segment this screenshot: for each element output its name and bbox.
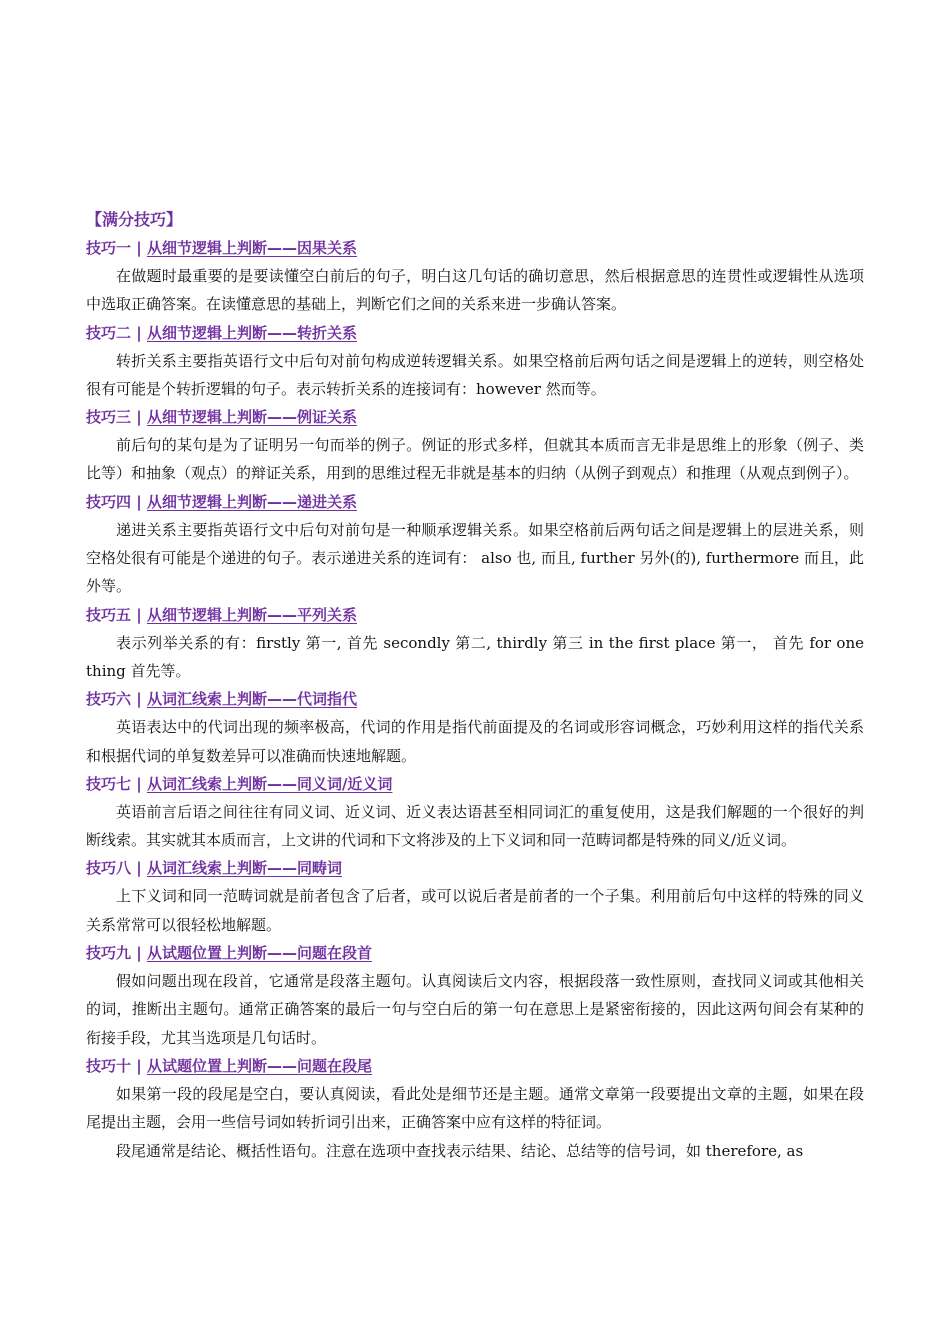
tip-paragraph: 英语前言后语之间往往有同义词、近义词、近义表达语甚至相同词汇的重复使用，这是我们解题的一个很好的判断线索。其实就其本质而言，上文讲的代词和下文将涉及的上下义词和同一范畴词都是特殊的同义/近义词。 <box>86 802 864 850</box>
tip-separator: | <box>131 605 147 624</box>
tip-section <box>86 319 864 404</box>
tip-label: 技巧九 <box>86 944 132 963</box>
tip-title <box>86 234 864 262</box>
tip-title <box>86 685 864 713</box>
tip-paragraph: 转折关系主要指英语行文中后句对前句构成逆转逻辑关系。如果空格前后两句话之间是逻辑上的逆转，则空格处很有可能是个转折逻辑的句子。表示转折关系的连接词有：however 然而等。 <box>86 351 864 398</box>
tip-topic: 从细节逻辑上判断——转折关系 <box>146 323 357 342</box>
tip-title <box>86 601 864 629</box>
tip-section <box>86 601 864 686</box>
tip-label: 技巧四 <box>86 492 132 511</box>
tip-section <box>86 234 864 319</box>
tip-separator: | <box>131 239 147 257</box>
tip-paragraph: 表示列举关系的有：firstly 第一, 首先 secondly 第二, thirdly 第三 in the first place 第一， 首先 for one thing 首先等。 <box>86 633 864 680</box>
tips-list <box>86 234 864 1165</box>
tip-title <box>86 403 864 431</box>
tip-title <box>86 939 864 967</box>
tip-label: 技巧八 <box>86 859 132 878</box>
tip-title <box>86 854 864 882</box>
tip-separator: | <box>131 774 147 793</box>
document-body <box>86 206 864 1165</box>
tip-label: 技巧三 <box>86 408 132 427</box>
tip-topic: 从词汇线索上判断——同畴词 <box>146 859 342 878</box>
tip-label: 技巧二 <box>86 323 132 342</box>
tip-topic: 从试题位置上判断——问题在段尾 <box>146 1056 372 1075</box>
tip-paragraph: 如果第一段的段尾是空白，要认真阅读，看此处是细节还是主题。通常文章第一段要提出文章的主题，如果在段尾提出主题，会用一些信号词如转折词引出来，正确答案中应有这样的特征词。 <box>86 1084 864 1132</box>
tip-paragraph: 在做题时最重要的是要读懂空白前后的句子，明白这几句话的确切意思，然后根据意思的连贯性或逻辑性从选项中选取正确答案。在读懂意思的基础上，判断它们之间的关系来进一步确认答案。 <box>86 267 864 314</box>
tip-label: 技巧五 <box>86 605 132 624</box>
tip-paragraph: 英语表达中的代词出现的频率极高，代词的作用是指代前面提及的名词或形容词概念，巧妙利用这样的指代关系和根据代词的单复数差异可以准确而快速地解题。 <box>86 718 864 765</box>
tip-paragraph: 上下义词和同一范畴词就是前者包含了后者，或可以说后者是前者的一个子集。利用前后句中这样的特殊的同义关系常常可以很轻松地解题。 <box>86 887 864 934</box>
tip-topic: 从细节逻辑上判断——平列关系 <box>146 605 357 624</box>
tip-topic: 从试题位置上判断——问题在段首 <box>146 944 372 963</box>
tip-paragraph: 前后句的某句是为了证明另一句而举的例子。例证的形式多样，但就其本质而言无非是思维上的形象（例子、类比等）和抽象（观点）的辩证关系，用到的思维过程无非就是基本的归纳（从例子到观点）和推理（从观点到例子）。 <box>86 436 864 483</box>
tip-section <box>86 1052 864 1165</box>
tip-label: 技巧七 <box>86 774 132 793</box>
tip-topic: 从细节逻辑上判断——因果关系 <box>146 239 357 257</box>
tip-separator: | <box>131 323 147 342</box>
tip-title <box>86 319 864 347</box>
tip-topic: 从词汇线索上判断——代词指代 <box>146 690 357 709</box>
tip-section <box>86 939 864 1052</box>
tip-separator: | <box>131 944 147 963</box>
tip-paragraph: 假如问题出现在段首，它通常是段落主题句。认真阅读后文内容，根据段落一致性原则，查找同义词或其他相关的词，推断出主题句。通常正确答案的最后一句与空白后的第一句在意思上是紧密衔接的，因此这两句间会有某种的衔接手段，尤其当选项是几句话时。 <box>86 972 864 1047</box>
section-heading: 【满分技巧】 <box>86 210 183 229</box>
tip-separator: | <box>131 859 147 878</box>
tip-topic: 从细节逻辑上判断——例证关系 <box>146 408 357 427</box>
tip-separator: | <box>131 1056 147 1075</box>
tip-section <box>86 854 864 939</box>
tip-paragraph: 段尾通常是结论、概括性语句。注意在选项中查找表示结果、结论、总结等的信号词，如 therefore, as <box>116 1141 804 1160</box>
tip-paragraph: 递进关系主要指英语行文中后句对前句是一种顺承逻辑关系。如果空格前后两句话之间是逻辑上的层进关系，则空格处很有可能是个递进的句子。表示递进关系的连词有： also 也, 而且, further 另外(的), furthermore 而且，此外等。 <box>86 520 864 596</box>
tip-separator: | <box>131 690 147 709</box>
tip-title <box>86 1052 864 1080</box>
tip-label: 技巧六 <box>86 690 132 709</box>
tip-label: 技巧十 <box>86 1056 132 1075</box>
tip-topic: 从词汇线索上判断——同义词/近义词 <box>146 774 393 793</box>
tip-section <box>86 770 864 855</box>
tip-title <box>86 488 864 516</box>
tip-separator: | <box>131 492 147 511</box>
tip-section <box>86 488 864 601</box>
tip-title <box>86 770 864 798</box>
tip-separator: | <box>131 408 147 427</box>
tip-section <box>86 685 864 770</box>
tip-topic: 从细节逻辑上判断——递进关系 <box>146 492 357 511</box>
tip-section <box>86 403 864 488</box>
tip-label: 技巧一 <box>86 239 132 257</box>
